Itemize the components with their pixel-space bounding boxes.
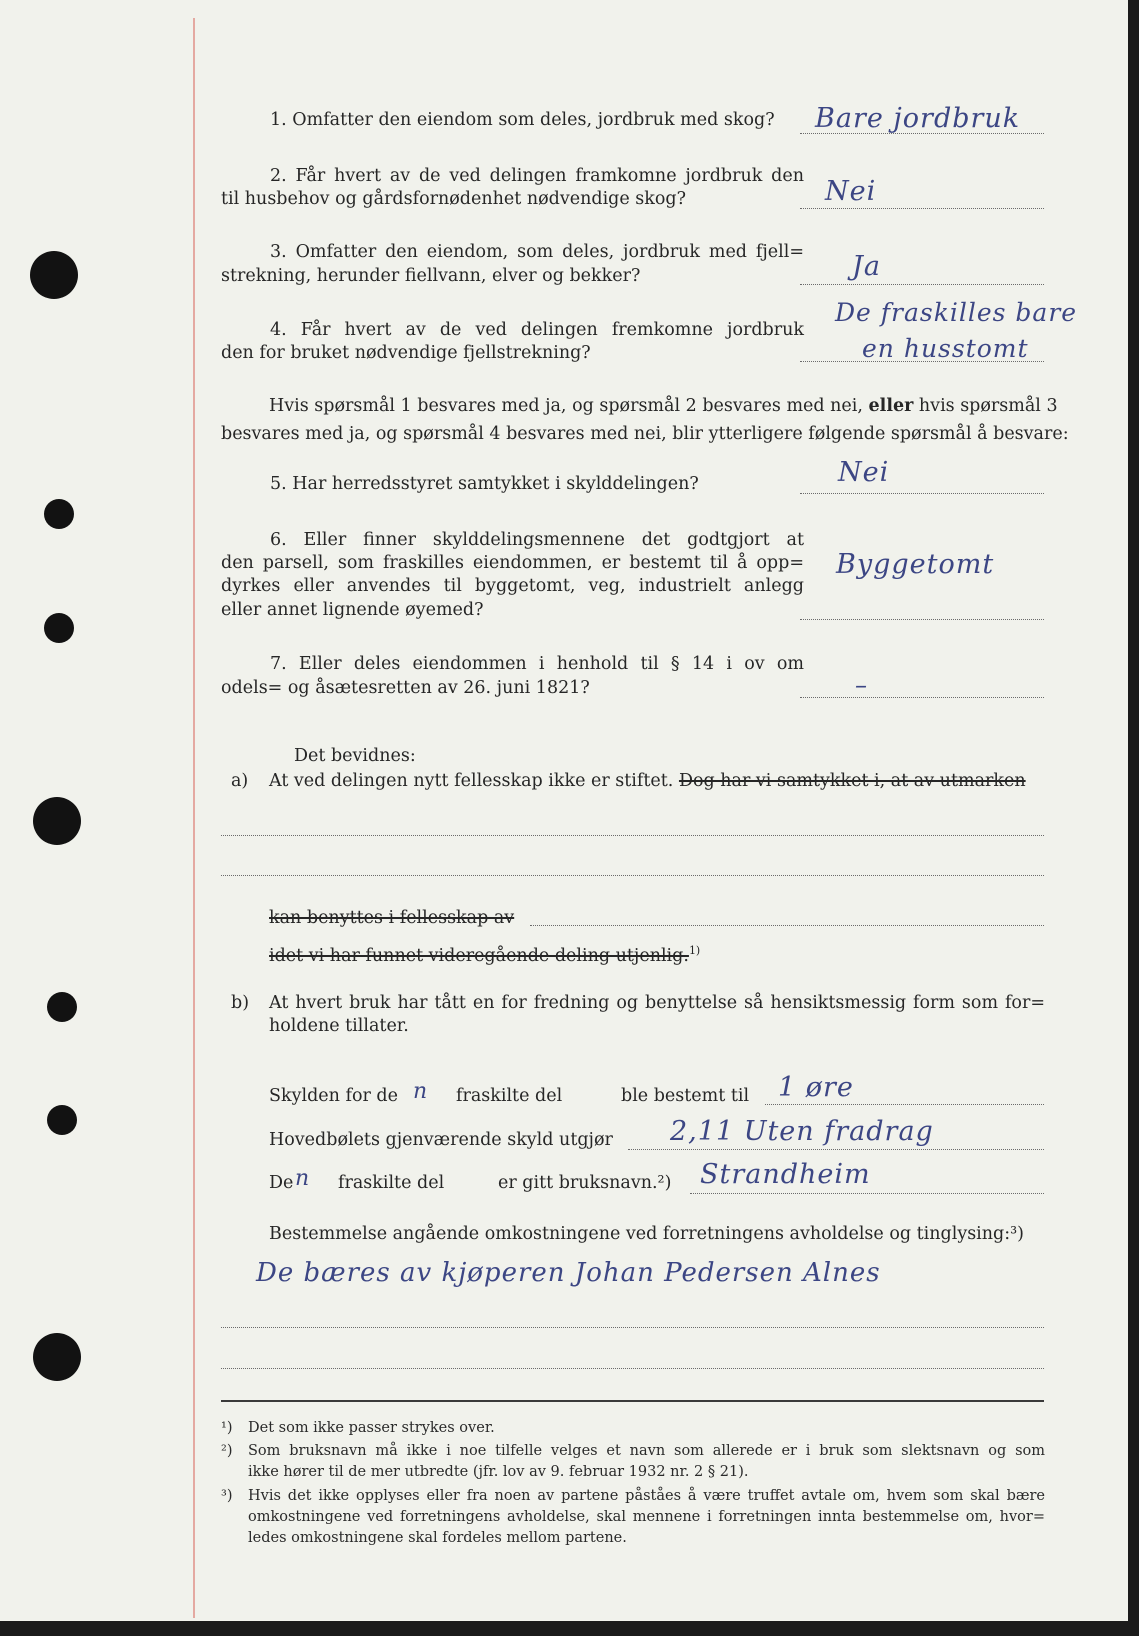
footnote-1: Det som ikke passer strykes over. (248, 1420, 495, 1436)
binder-hole (33, 797, 81, 845)
skyld-line-2: Hovedbølets gjenværende skyld utgjør (269, 1130, 613, 1150)
footnote-ref-1: 1) (688, 944, 701, 957)
skyld-line-3-b: fraskilte del (338, 1173, 445, 1193)
condition-text-a: Hvis spørsmål 1 besvares med ja, og spørsmål 2 besvares med nei, (269, 396, 863, 416)
condition-line-1 (269, 395, 1058, 417)
binder-hole (44, 499, 74, 529)
footnote-3-mark: ³) (221, 1488, 233, 1504)
struck-line-1: kan benyttes i fellesskap av (269, 908, 515, 928)
answer-line (800, 361, 1044, 362)
skyld-line-3-hand-n: n (295, 1166, 311, 1191)
footnote-3-line-2: omkostningene ved forretningens avholdelse, skal mennene i forretningen innta bestemmelse om, hvor= (248, 1509, 1045, 1525)
blank-line (221, 1368, 1044, 1369)
question-4-line-2: den for bruket nødvendige fjellstrekning? (221, 343, 591, 363)
skyld-line-1-a: Skylden for de (269, 1086, 398, 1106)
footnote-2-mark: ²) (221, 1443, 233, 1459)
skyld-line-3-c: er gitt bruksnavn.²) (498, 1173, 672, 1193)
struck-line-2 (269, 940, 700, 967)
question-2-line-2: til husbehov og gårdsfornødenhet nødvendige skog? (221, 189, 686, 209)
answer-line (800, 697, 1044, 698)
question-6-line-4: eller annet lignende øyemed? (221, 600, 484, 620)
answer-line (800, 493, 1044, 494)
attest-a-text: At ved delingen nytt fellesskap ikke er stiftet. (269, 771, 674, 791)
attest-a-struck: Dog har vi samtykket i, at av utmarken (678, 771, 1026, 791)
question-5: 5. Har herredsstyret samtykket i skylddelingen? (270, 474, 699, 494)
answer-4-line-2: en husstomt (862, 334, 1029, 363)
footnote-3-line-1: Hvis det ikke opplyses eller fra noen av partene påståes å være truffet avtale om, hvem som skal bære (248, 1488, 1045, 1504)
answer-5: Nei (838, 457, 890, 488)
margin-line (193, 18, 195, 1618)
question-6-line-1: 6. Eller finner skylddelingsmennene det godtgjort at (270, 530, 804, 550)
answer-line (690, 1193, 1044, 1194)
binder-hole (30, 251, 78, 299)
blank-line (221, 1327, 1044, 1328)
question-7-line-2: odels= og åsætesretten av 26. juni 1821? (221, 678, 590, 698)
skyld-line-1-hand-n: n (413, 1079, 429, 1104)
answer-1: Bare jordbruk (815, 103, 1021, 134)
footnote-1-mark: ¹) (221, 1420, 233, 1436)
attest-heading: Det bevidnes: (294, 746, 416, 766)
binder-hole (33, 1333, 81, 1381)
blank-line (221, 875, 1044, 876)
condition-text-b: hvis spørsmål 3 (918, 396, 1058, 416)
question-6-line-3: dyrkes eller anvendes til byggetomt, veg, industrielt anlegg (221, 576, 804, 596)
answer-line (800, 284, 1044, 285)
footnote-2-line-2: ikke hører til de mer utbredte (jfr. lov av 9. februar 1932 nr. 2 § 21). (248, 1464, 749, 1480)
answer-4-line-1: De fraskilles bare (835, 298, 1078, 327)
skyld-value-3: Strandheim (700, 1159, 871, 1190)
attest-b-line-1: At hvert bruk har tått en for fredning og benyttelse så hensiktsmessig form som for= (269, 993, 1045, 1013)
footnote-2-line-1: Som bruksnavn må ikke i noe tilfelle velges et navn som allerede er i bruk som slektsnavn og som (248, 1443, 1045, 1459)
skyld-line-3-a: De (269, 1173, 294, 1193)
condition-line-2: besvares med ja, og spørsmål 4 besvares med nei, blir ytterligere følgende spørsmål å besvare: (221, 424, 1069, 444)
answer-line (800, 133, 1044, 134)
blank-line (530, 925, 1044, 926)
answer-6: Byggetomt (836, 549, 995, 580)
skyld-line-1-c: ble bestemt til (621, 1086, 750, 1106)
question-7-line-1: 7. Eller deles eiendommen i henhold til § 14 i ov om (270, 654, 804, 674)
question-1: 1. Omfatter den eiendom som deles, jordbruk med skog? (270, 110, 775, 130)
skyld-value-4: De bæres av kjøperen Johan Pedersen Alnes (256, 1258, 881, 1288)
attest-a-label: a) (231, 771, 249, 791)
skyld-line-4: Bestemmelse angående omkostningene ved forretningens avholdelse og tinglysing:³) (269, 1224, 1024, 1244)
attest-b-line-2: holdene tillater. (269, 1016, 409, 1036)
question-3-line-2: strekning, herunder fiellvann, elver og bekker? (221, 266, 641, 286)
binder-hole (47, 992, 77, 1022)
footnote-3-line-3: ledes omkostningene skal fordeles mellom partene. (248, 1530, 627, 1546)
answer-line (800, 208, 1044, 209)
skyld-value-2: 2,11 Uten fradrag (670, 1116, 934, 1147)
question-6-line-2: den parsell, som fraskilles eiendommen, er bestemt til å opp= (221, 553, 804, 573)
skyld-value-1: 1 øre (778, 1072, 854, 1103)
question-3-line-1: 3. Omfatter den eiendom, som deles, jordbruk med fjell= (270, 242, 804, 262)
answer-2: Nei (825, 176, 877, 207)
answer-line (800, 619, 1044, 620)
attest-a-line (269, 770, 1026, 792)
answer-3: Ja (852, 251, 881, 282)
question-4-line-1: 4. Får hvert av de ved delingen fremkomne jordbruk (270, 320, 804, 340)
binder-hole (44, 613, 74, 643)
answer-line (765, 1104, 1044, 1105)
question-2-line-1: 2. Får hvert av de ved delingen framkomne jordbruk den (270, 166, 804, 186)
footnote-rule (221, 1400, 1044, 1402)
binder-hole (47, 1105, 77, 1135)
struck-line-2-text: idet vi har funnet videregående deling utjenlig. (269, 945, 689, 966)
answer-line (628, 1149, 1044, 1150)
answer-7: – (855, 671, 868, 699)
skyld-line-1-b: fraskilte del (456, 1086, 563, 1106)
condition-bold-eller: eller (868, 396, 914, 416)
attest-b-label: b) (231, 993, 250, 1013)
blank-line (221, 835, 1044, 836)
